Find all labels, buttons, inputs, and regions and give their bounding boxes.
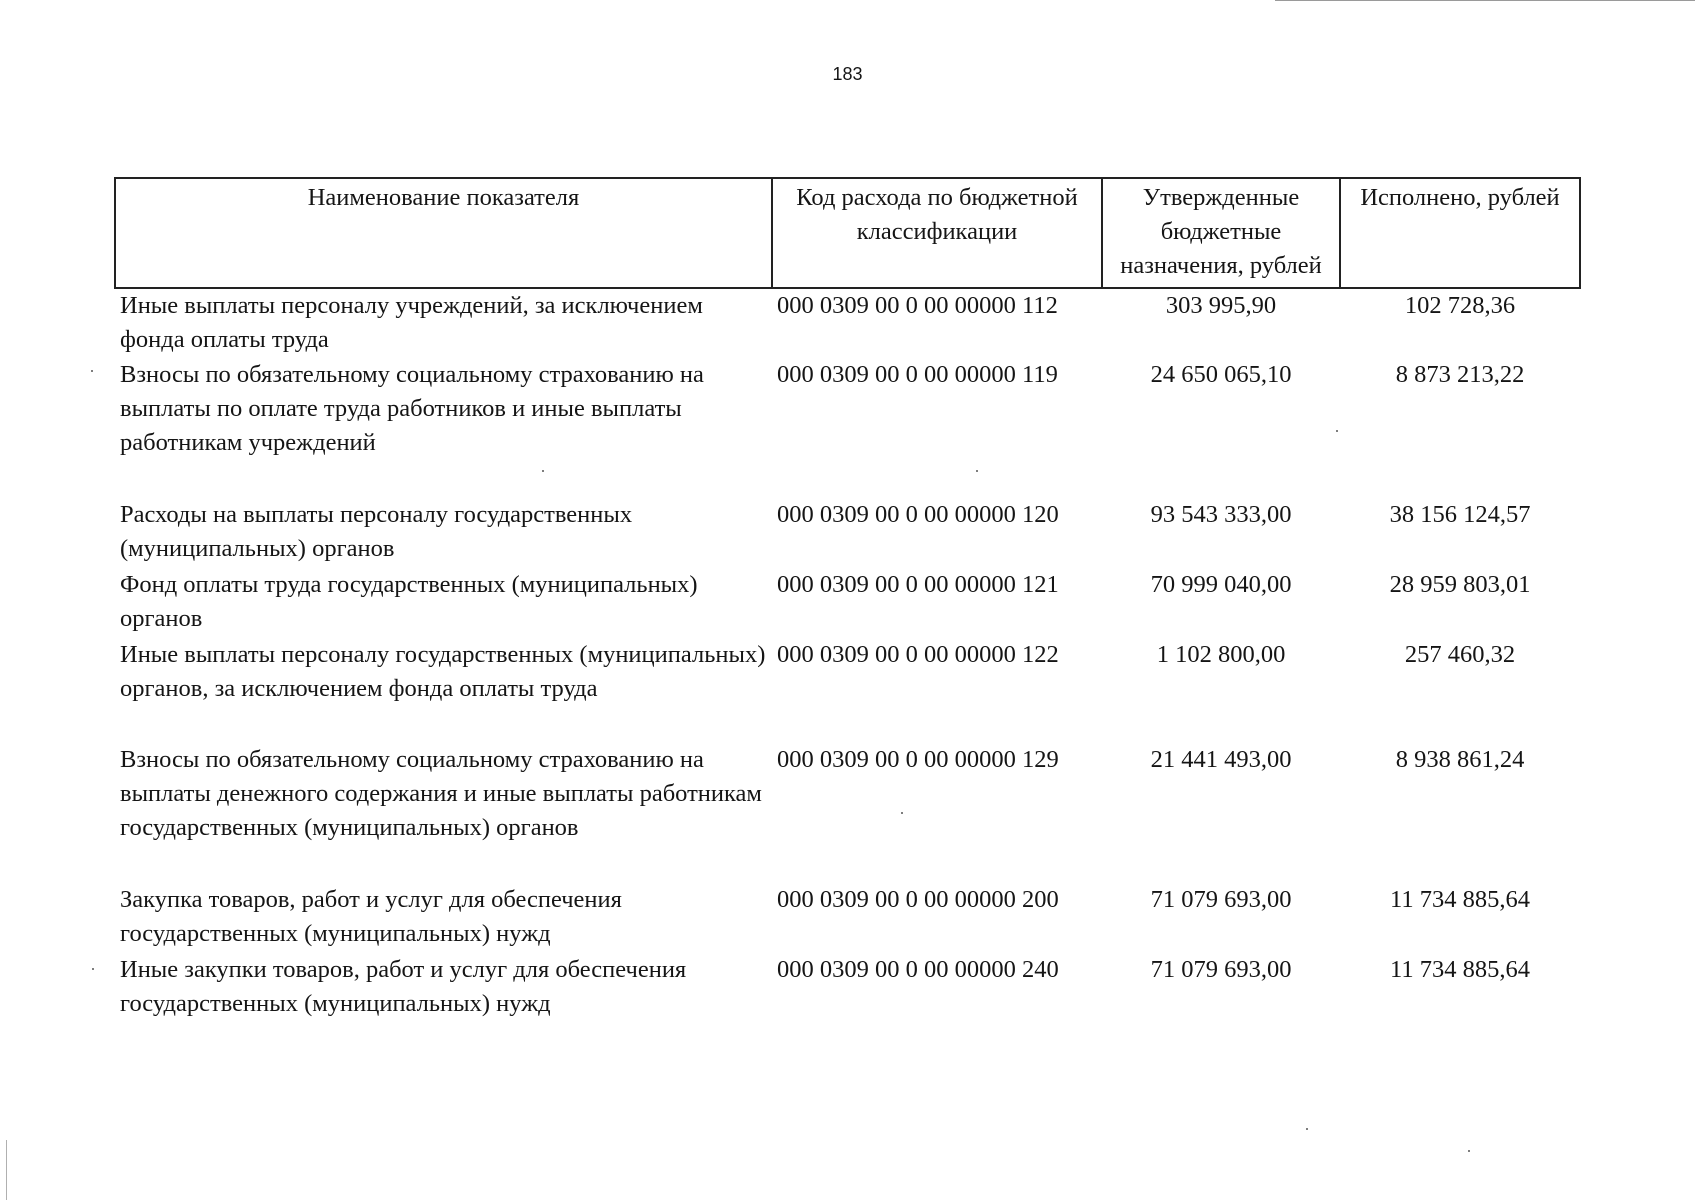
row-executed: 38 156 124,57 [1389, 501, 1531, 528]
row-approved: 93 543 333,00 [1150, 501, 1292, 528]
table-row [115, 358, 1580, 498]
table-row [115, 498, 1580, 568]
row-name: Закупка товаров, работ и услуг для обеспечения государственных (муниципальных) нужд [120, 886, 622, 947]
row-name: Иные закупки товаров, работ и услуг для обеспечения государственных (муниципальных) нужд [120, 956, 687, 1017]
row-executed: 11 734 885,64 [1390, 956, 1530, 983]
row-code: 000 0309 00 0 00 00000 129 [777, 746, 1059, 773]
row-executed: 8 938 861,24 [1395, 746, 1525, 773]
row-name: Иные выплаты персоналу учреждений, за исключением фонда оплаты труда [120, 292, 703, 353]
header-code: Код расхода по бюджетной классификации [772, 178, 1102, 288]
row-executed: 102 728,36 [1404, 292, 1516, 319]
row-code: 000 0309 00 0 00 00000 121 [777, 571, 1059, 598]
row-name: Взносы по обязательному социальному страхованию на выплаты по оплате труда работников и иные выплаты работникам учреждений [120, 361, 704, 456]
row-approved: 71 079 693,00 [1150, 886, 1292, 913]
row-name: Взносы по обязательному социальному страхованию на выплаты денежного содержания и иные выплаты работникам государственных (муниципальных) органов [120, 746, 762, 841]
table-row [115, 743, 1580, 883]
scan-edge-line [1275, 0, 1695, 1]
row-executed: 257 460,32 [1404, 641, 1516, 668]
table-header [115, 178, 1580, 288]
scan-speck [1306, 1128, 1308, 1130]
table-row [115, 953, 1580, 1023]
budget-execution-table [114, 177, 1581, 1023]
row-code: 000 0309 00 0 00 00000 200 [777, 886, 1059, 913]
scan-speck [1468, 1150, 1470, 1152]
row-code: 000 0309 00 0 00 00000 120 [777, 501, 1059, 528]
row-approved: 71 079 693,00 [1150, 956, 1292, 983]
row-approved: 1 102 800,00 [1156, 641, 1286, 668]
row-name: Иные выплаты персоналу государственных (муниципальных) органов, за исключением фонда оплаты труда [120, 641, 766, 702]
row-executed: 8 873 213,22 [1395, 361, 1525, 388]
table-body [115, 288, 1580, 1023]
row-executed: 11 734 885,64 [1390, 886, 1530, 913]
scan-speck [91, 370, 93, 372]
header-name: Наименование показателя [115, 178, 772, 288]
row-executed: 28 959 803,01 [1389, 571, 1531, 598]
row-approved: 24 650 065,10 [1150, 361, 1292, 388]
page-number: 183 [832, 64, 863, 84]
table-row [115, 288, 1580, 358]
row-code: 000 0309 00 0 00 00000 112 [777, 292, 1058, 319]
row-code: 000 0309 00 0 00 00000 122 [777, 641, 1059, 668]
row-approved: 70 999 040,00 [1150, 571, 1292, 598]
row-code: 000 0309 00 0 00 00000 119 [777, 361, 1058, 388]
header-executed: Исполнено, рублей [1340, 178, 1580, 288]
row-name: Расходы на выплаты персоналу государственных (муниципальных) органов [120, 501, 633, 562]
row-approved: 303 995,90 [1165, 292, 1277, 319]
table-row [115, 568, 1580, 638]
scan-speck [92, 968, 94, 970]
table-row [115, 883, 1580, 953]
row-name: Фонд оплаты труда государственных (муниципальных) органов [120, 571, 698, 632]
scan-edge-line [6, 1140, 7, 1200]
header-approved: Утвержденные бюджетные назначения, рублей [1102, 178, 1340, 288]
row-code: 000 0309 00 0 00 00000 240 [777, 956, 1059, 983]
row-approved: 21 441 493,00 [1150, 746, 1292, 773]
table-row [115, 638, 1580, 743]
